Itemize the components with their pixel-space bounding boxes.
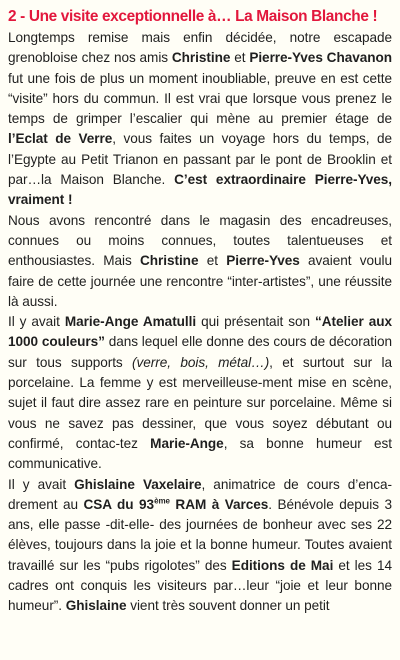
superscript-text: ème (154, 496, 170, 506)
paragraph-text: , et surtout sur la porcelaine. La femme y est merveilleuse-ment mise en scène, sujet il faut dire assez rare en peinture sur porcelaine. Même si vous ne savez pas dessiner, que vous soyez débutant ou confirmé, contac-tez (8, 354, 392, 451)
article-paragraph (8, 475, 392, 617)
bold-text: “Atelier aux 1000 couleurs” (8, 314, 392, 350)
paragraph-text: avaient voulu faire de cette journée une rencontre “inter-artistes”, une réussite là aussi. (8, 253, 392, 309)
bold-text: Pierre-Yves Chavanon (249, 50, 392, 66)
paragraph-text: vient très souvent donner un petit (126, 598, 330, 614)
bold-text: Christine (139, 253, 199, 269)
paragraph-text: . Bénévole depuis 3 ans, elle passe -dit-elle- des journées de bonheur avec ses 22 élèves, toujours dans la joie et la bonne humeur. Toutes avaient travaillé sur les “pubs rigolotes” des (8, 496, 392, 573)
paragraph-text: et (198, 253, 227, 269)
paragraph-text: , sa bonne humeur est communicative. (8, 435, 393, 472)
bold-text: l’Eclat de Verre (8, 131, 113, 147)
bold-text: Marie-Ange Amatulli (64, 314, 197, 330)
bold-text: RAM à Varces (169, 496, 269, 512)
paragraph-text: dans lequel elle donne des cours de décoration sur tous supports (8, 334, 392, 370)
article-body (8, 28, 392, 617)
article-heading: 2 - Une visite exceptionnelle à… La Maison Blanche ! (8, 8, 378, 25)
bold-text: Ghislaine Vaxelaire (74, 476, 202, 492)
bold-text: Christine (171, 50, 231, 66)
bold-text: C’est extraordinaire Pierre-Yves, vraiment ! (8, 172, 392, 208)
article-paragraph (8, 211, 392, 312)
paragraph-text: et les 14 cadres ont conquis les visiteurs par…leur “joie et leur bonne humeur”. (8, 557, 392, 614)
bold-text: Ghislaine (65, 598, 127, 614)
paragraph-text: Longtemps remise mais enfin décidée, notre escapade grenobloise chez nos amis (8, 30, 392, 66)
article-paragraph (8, 28, 392, 211)
paragraph-text: Il y avait (8, 314, 65, 330)
bold-text: CSA du 93 (83, 496, 155, 512)
bold-text: Editions de Mai (231, 557, 334, 573)
paragraph-text: Il y avait (8, 476, 75, 492)
paragraph-text: , vous faites un voyage hors du temps, de l’Egypte au Petit Trianon en passant par le pont de Brooklin et par…la Maison Blanche. (8, 131, 392, 188)
paragraph-text: , animatrice de cours d’enca-drement au (8, 476, 392, 512)
bold-text: Pierre-Yves (226, 253, 300, 269)
paragraph-text: et (230, 50, 250, 66)
paragraph-text: fut une fois de plus un moment inoubliable, preuve en est cette “visite” hors du commun. Il est vrai que lorsque vous prenez le temps de grimper l’escalier qui mène au premier étage de (8, 70, 392, 127)
paragraph-text: Nous avons rencontré dans le magasin des encadreuses, connues ou moins connues, toutes talentueuses et enthousiastes. Mais (8, 212, 392, 269)
bold-text: Marie-Ange (150, 435, 224, 451)
paragraph-text: qui présentait son (196, 314, 316, 330)
article-paragraph (8, 312, 392, 474)
italic-text: (verre, bois, métal…) (132, 354, 270, 370)
